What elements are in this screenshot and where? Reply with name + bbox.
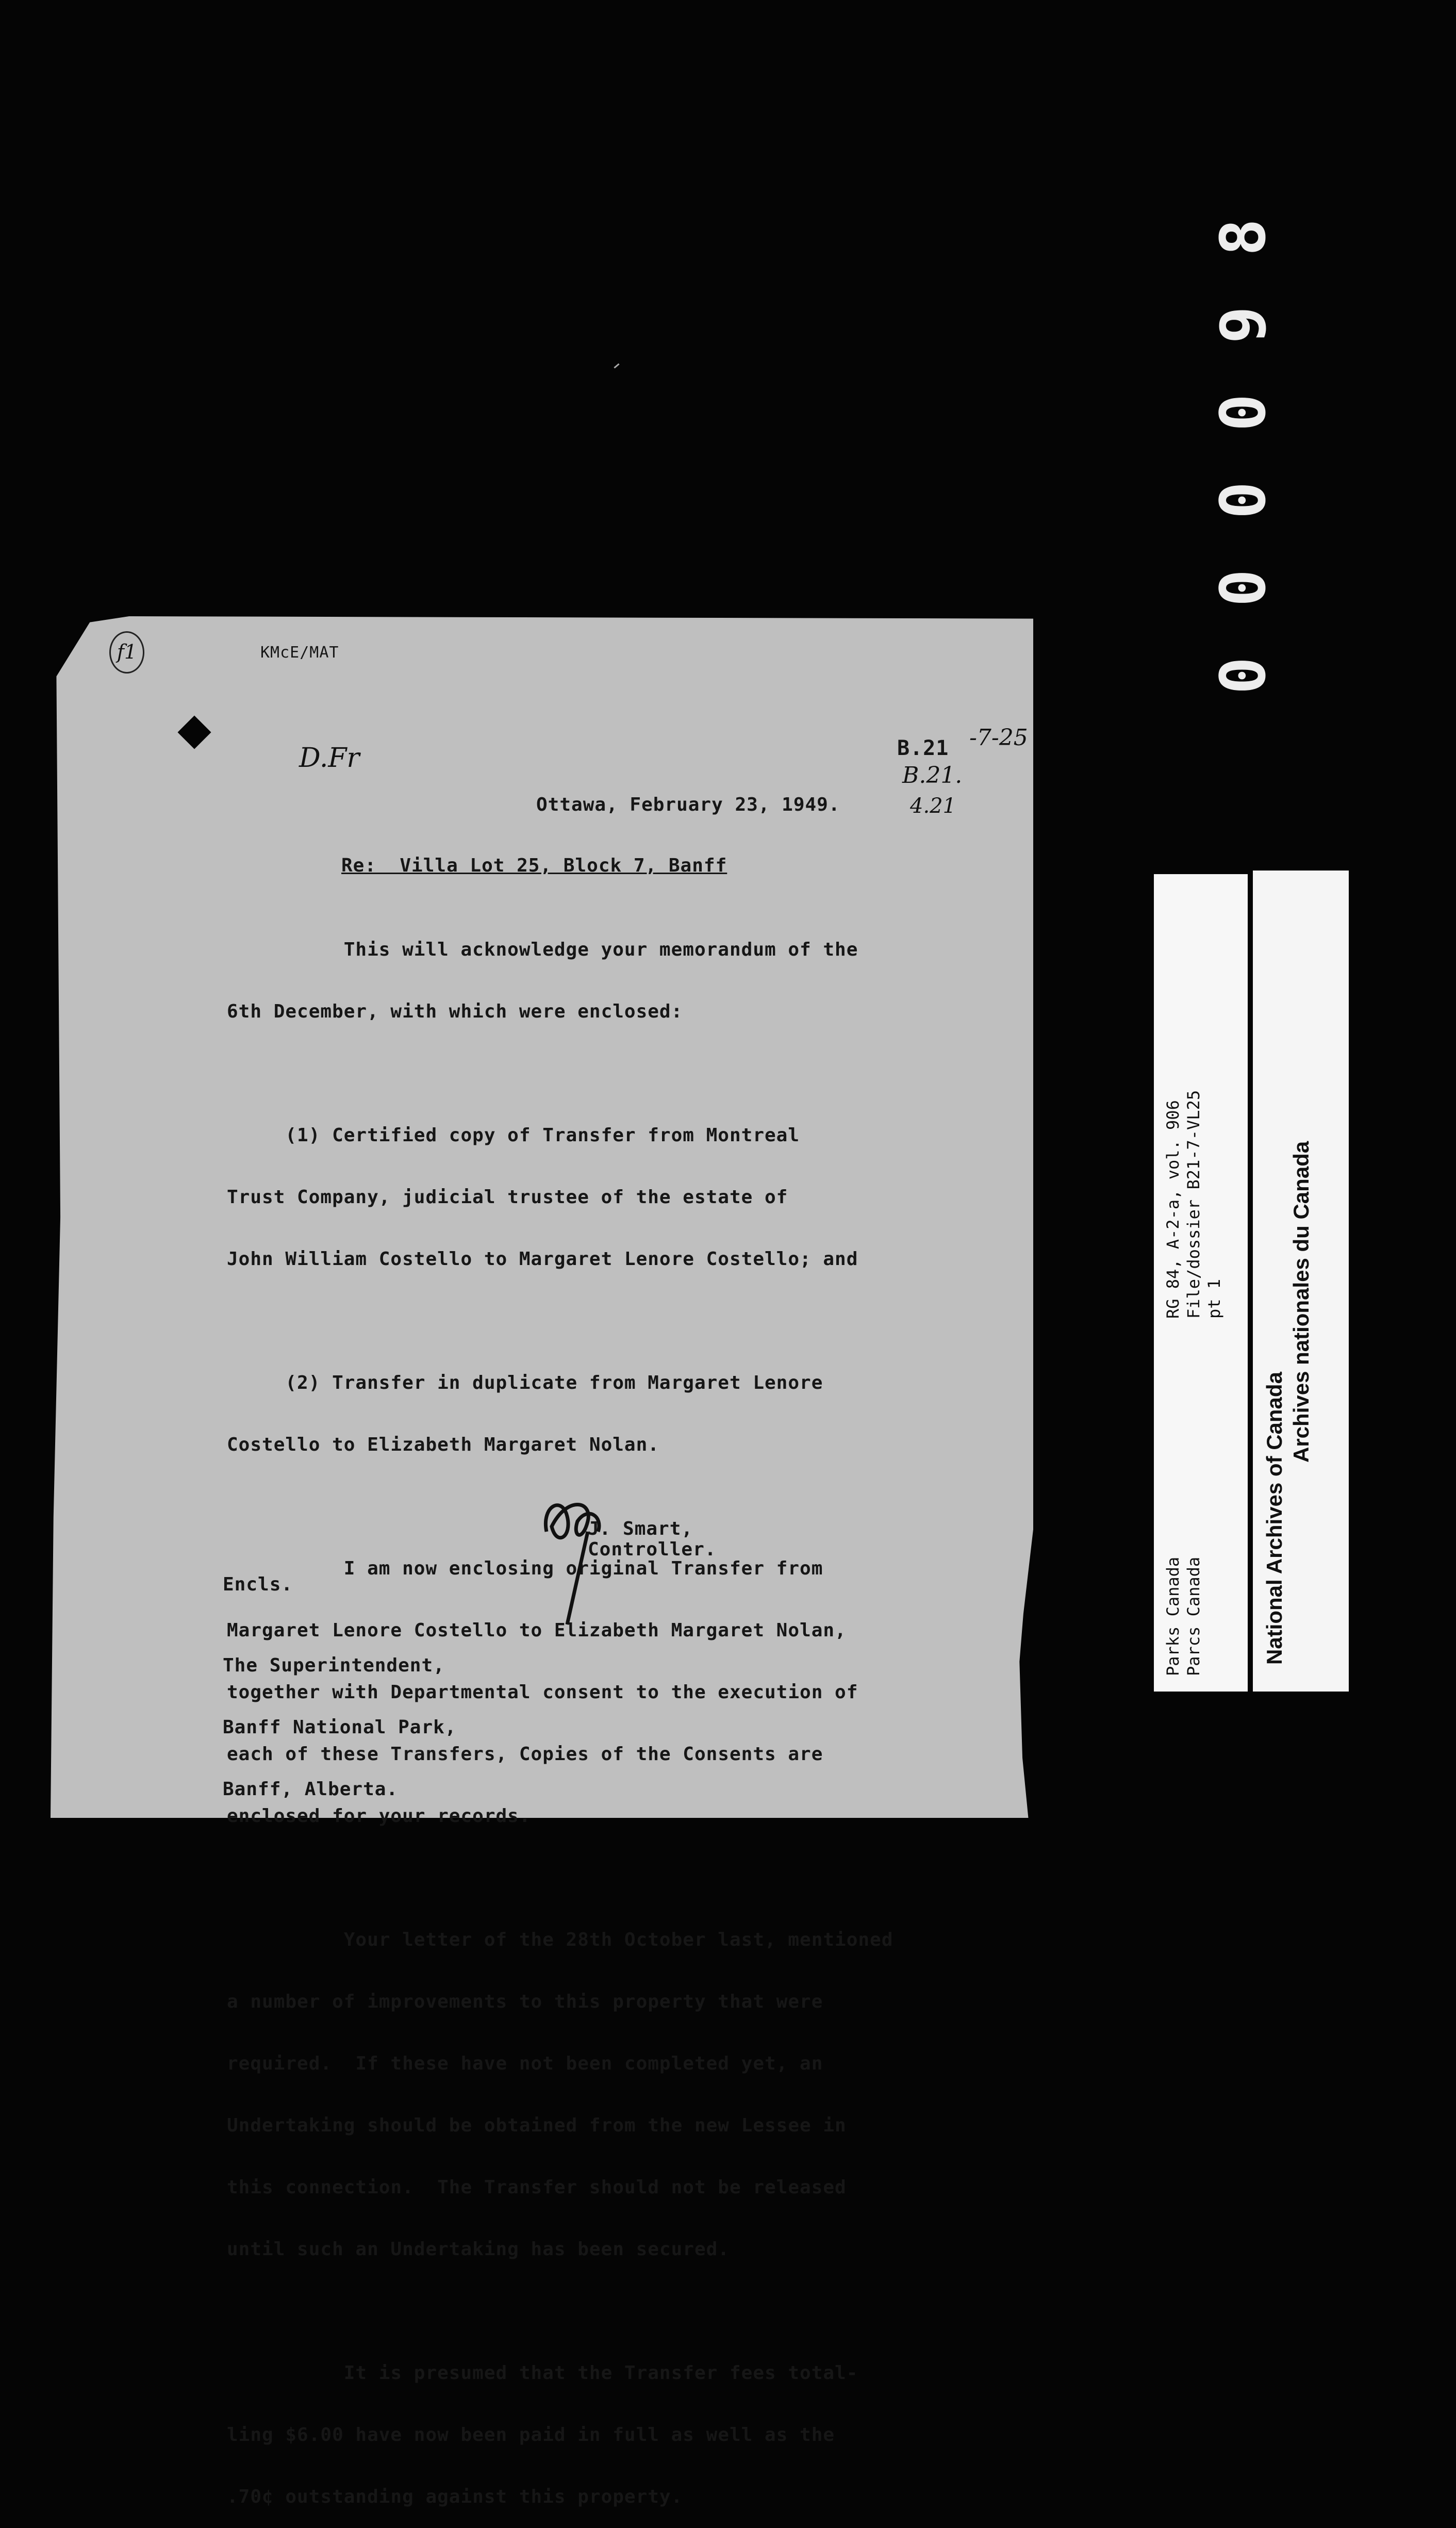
archive-reference-line: File/dossier B21-7-VL25: [1184, 1090, 1203, 1319]
address-line: Banff, Alberta.: [223, 1779, 399, 1800]
signatory-name: J. Smart,: [588, 1518, 693, 1539]
frame-digit: 0: [1208, 656, 1280, 695]
body-line: Your letter of the 28th October last, mentioned: [227, 1929, 894, 1950]
archive-institution-line: Parks Canada: [1163, 1556, 1183, 1676]
body-line: Trust Company, judicial trustee of the estate of: [227, 1187, 788, 1208]
address-line: Banff National Park,: [223, 1717, 457, 1738]
frame-digit: 0: [1208, 393, 1280, 432]
body-line: It is presumed that the Transfer fees total-: [227, 2362, 858, 2384]
archives-name-en: National Archives of Canada: [1262, 1372, 1286, 1665]
reference-initials: KMcE/MAT: [260, 644, 339, 662]
frame-digit: 0: [1208, 481, 1280, 519]
handwritten-file-suffix: -7-25: [969, 725, 1028, 751]
body-line: (2) Transfer in duplicate from Margaret Lenore: [227, 1372, 823, 1393]
circled-folio-mark: f1: [109, 631, 144, 674]
body-line: Margaret Lenore Costello to Elizabeth Margaret Nolan,: [227, 1620, 847, 1641]
handwritten-file-ref-3: 4.21: [910, 794, 956, 818]
signatory-title: Controller.: [588, 1539, 717, 1560]
body-line: together with Departmental consent to the execution of: [227, 1682, 858, 1703]
file-reference: B.21: [897, 736, 949, 760]
frame-number: [1208, 204, 1280, 699]
body-line: This will acknowledge your memorandum of the: [227, 939, 858, 960]
archive-institution-line: Parcs Canada: [1184, 1556, 1203, 1676]
body-line: .70¢ outstanding against this property.: [227, 2486, 683, 2507]
frame-digit: 8: [1208, 218, 1280, 256]
body-line: John William Costello to Margaret Lenore Costello; and: [227, 1249, 858, 1270]
body-line: I am now enclosing original Transfer from: [227, 1558, 823, 1579]
enclosures-note: Encls.: [223, 1574, 293, 1595]
body-line: (1) Certified copy of Transfer from Montreal: [227, 1125, 800, 1146]
film-speck: [614, 363, 619, 368]
archive-reference-line: pt 1: [1204, 1278, 1224, 1319]
body-line: required. If these have not been completed yet, an: [227, 2053, 823, 2074]
body-line: [227, 1311, 893, 1332]
body-line: [227, 1063, 893, 1084]
recipient-address: [223, 1614, 456, 1820]
archives-branding-card: [1253, 871, 1349, 1692]
body-line: [227, 2301, 893, 2322]
archive-reference-line: RG 84, A-2-a, vol. 906: [1163, 1100, 1183, 1319]
handwritten-initials: D.Fr: [299, 743, 360, 774]
body-line: this connection. The Transfer should not be released: [227, 2177, 847, 2198]
frame-digit: 9: [1208, 306, 1280, 344]
body-line: enclosed for your records.: [227, 1805, 531, 1827]
body-line: until such an Undertaking has been secured.: [227, 2239, 730, 2260]
body-line: Undertaking should be obtained from the new Lessee in: [227, 2115, 847, 2136]
body-line: Costello to Elizabeth Margaret Nolan.: [227, 1434, 659, 1455]
body-line: ling $6.00 have now been paid in full as well as the: [227, 2424, 835, 2445]
archive-reference-card: [1154, 874, 1248, 1692]
address-line: The Superintendent,: [223, 1655, 445, 1676]
handwritten-file-ref-2: B.21.: [902, 762, 963, 789]
frame-digit: 0: [1208, 569, 1280, 607]
archives-name-fr: Archives nationales du Canada: [1289, 1141, 1313, 1463]
body-line: each of these Transfers, Copies of the Consents are: [227, 1744, 823, 1765]
body-line: [227, 1868, 893, 1889]
letter-date: Ottawa, February 23, 1949.: [536, 794, 840, 815]
body-line: a number of improvements to this property that were: [227, 1991, 823, 2012]
letter-subject: Re: Villa Lot 25, Block 7, Banff: [341, 855, 727, 876]
body-line: 6th December, with which were enclosed:: [227, 1001, 683, 1022]
